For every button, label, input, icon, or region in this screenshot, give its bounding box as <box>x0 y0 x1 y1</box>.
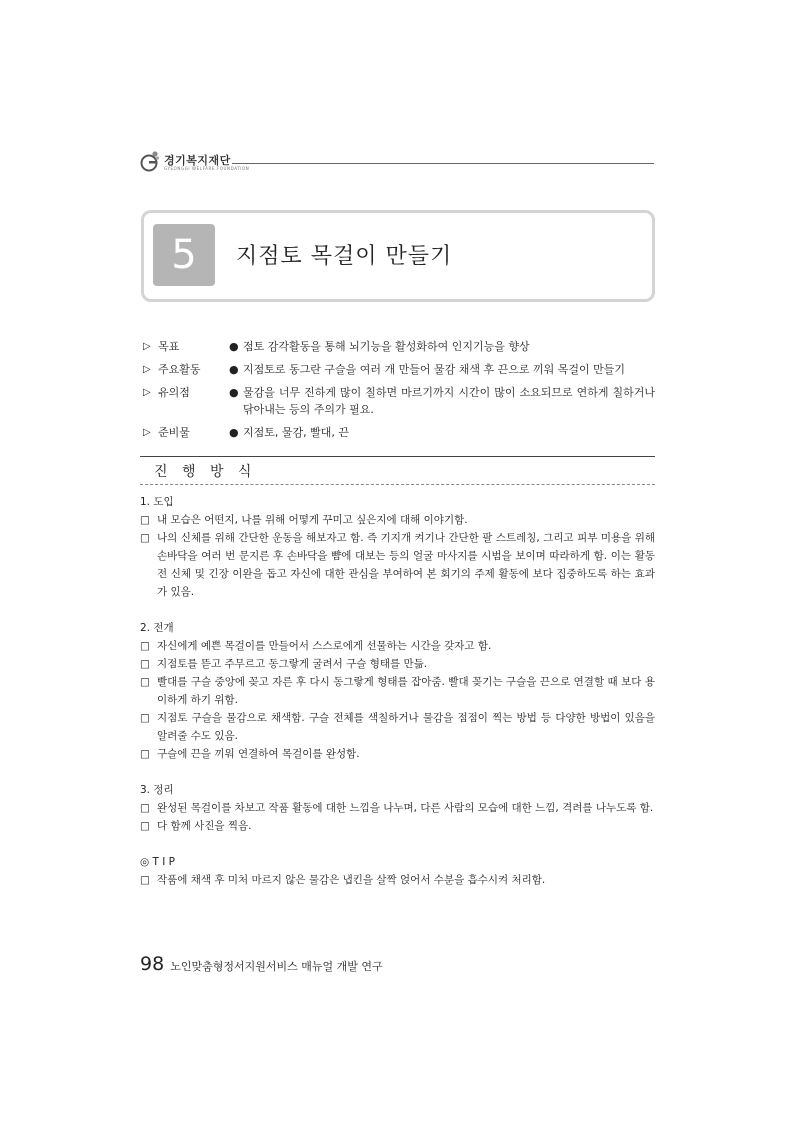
bullet-icon: ● <box>229 386 239 399</box>
page-number: 98 <box>140 953 165 975</box>
checkbox-square-icon: □ <box>140 640 150 652</box>
chapter-title-box <box>141 210 655 302</box>
list-item: □ 완성된 목걸이를 차보고 작품 활동에 대한 느낌을 나누며, 다른 사람의 모습에 대한 느낌, 격려를 나누도록 함. <box>140 799 655 817</box>
triangle-icon: ▷ <box>143 387 151 398</box>
checkbox-square-icon: □ <box>140 712 150 724</box>
info-row-caution <box>143 384 655 418</box>
section-title-wrapup: 3. 정리 <box>140 784 174 796</box>
triangle-icon: ▷ <box>143 341 151 352</box>
header-rule <box>232 163 654 164</box>
checkbox-square-icon: □ <box>140 532 150 544</box>
list-item: □ 나의 신체를 위해 간단한 운동을 해보자고 함. 즉 기지개 켜기나 간단한 팔 스트레칭, 그리고 피부 미용을 위해 손바닥을 여러 번 문지른 후 손바닥을 뺨에 대보는 등의 얼굴 마사지를 시범을 보이며 따라하게 함. 이는 활동 전 신체 및 긴장 이완을 돕고 자신에 대한 관심을 부여하여 본 회기의 주제 활동에 보다 집중하도록 하는 효과가 있음. <box>140 529 655 601</box>
checkbox-square-icon: □ <box>140 658 150 670</box>
footer-text: 노인맞춤형정서지원서비스 매뉴얼 개발 연구 <box>170 960 383 973</box>
info-row-goal <box>143 338 655 355</box>
section-title-intro: 1. 도입 <box>140 496 174 508</box>
page-header <box>140 148 654 178</box>
checkbox-square-icon: □ <box>140 748 150 760</box>
section-title-development: 2. 전개 <box>140 622 174 634</box>
list-item: □ 자신에게 예쁜 목걸이를 만들어서 스스로에게 선물하는 시간을 갖자고 함. <box>140 637 655 655</box>
list-item: □ 작품에 채색 후 미처 마르지 않은 물감은 냅킨을 살짝 얹어서 수분을 흡수시켜 처리함. <box>140 871 655 889</box>
triangle-icon: ▷ <box>143 427 151 438</box>
checkbox-square-icon: □ <box>140 514 150 526</box>
list-item: □ 구슬에 끈을 끼워 연결하여 목걸이를 완성함. <box>140 745 655 763</box>
list-item: □ 빨대를 구슬 중앙에 꽂고 자른 후 다시 동그랗게 형태를 잡아줌. 빨대 꽂기는 구슬을 끈으로 연결할 때 보다 용이하게 하기 위함. <box>140 673 655 709</box>
info-label: 주요활동 <box>158 363 201 376</box>
info-text: 지점토로 동그란 구슬을 여러 개 만들어 물감 채색 후 끈으로 끼워 목걸이 만들기 <box>243 363 625 376</box>
procedure-body <box>140 493 655 889</box>
procedure-title: 진 행 방 식 <box>154 464 257 480</box>
info-label: 유의점 <box>158 386 190 399</box>
info-text: 점토 감각활동을 통해 뇌기능을 활성화하여 인지기능을 향상 <box>243 340 530 353</box>
list-item: □ 지점토를 뜯고 주무르고 동그랗게 굴려서 구슬 형태를 만듦. <box>140 655 655 673</box>
checkbox-square-icon: □ <box>140 874 150 886</box>
checkbox-square-icon: □ <box>140 802 150 814</box>
list-item: □ 내 모습은 어떤지, 나를 위해 어떻게 꾸미고 싶은지에 대해 이야기함. <box>140 511 655 529</box>
info-text: 물감을 너무 진하게 많이 칠하면 마르기까지 시간이 많이 소요되므로 연하게 칠하거나 닦아내는 등의 주의가 필요. <box>243 386 655 416</box>
info-row-main-activity <box>143 361 655 378</box>
info-label: 목표 <box>158 340 180 353</box>
info-row-materials <box>143 424 655 441</box>
chapter-number: 5 <box>153 224 215 286</box>
org-sub: GYEONGGI WELFARE FOUNDATION <box>164 166 250 171</box>
foundation-logo-icon <box>140 150 160 172</box>
list-item: □ 지점토 구슬을 물감으로 채색함. 구슬 전체를 색칠하거나 물감을 점점이 찍는 방법 등 다양한 방법이 있음을 알려줄 수도 있음. <box>140 709 655 745</box>
org-name: 경기복지재단 <box>164 154 231 167</box>
section-title-tip: ◎ T I P <box>140 856 176 868</box>
bullet-icon: ● <box>229 340 239 353</box>
info-text: 지점토, 물감, 빨대, 끈 <box>243 426 349 439</box>
page-footer <box>140 953 383 975</box>
checkbox-square-icon: □ <box>140 820 150 832</box>
bullet-icon: ● <box>229 426 239 439</box>
list-item: □ 다 함께 사진을 찍음. <box>140 817 655 835</box>
bullet-icon: ● <box>229 363 239 376</box>
triangle-icon: ▷ <box>143 364 151 375</box>
checkbox-square-icon: □ <box>140 676 150 688</box>
activity-info <box>143 338 655 447</box>
dashed-divider <box>140 484 655 485</box>
procedure-header <box>140 456 655 485</box>
chapter-title: 지점토 목걸이 만들기 <box>236 244 453 269</box>
info-label: 준비물 <box>158 426 190 439</box>
